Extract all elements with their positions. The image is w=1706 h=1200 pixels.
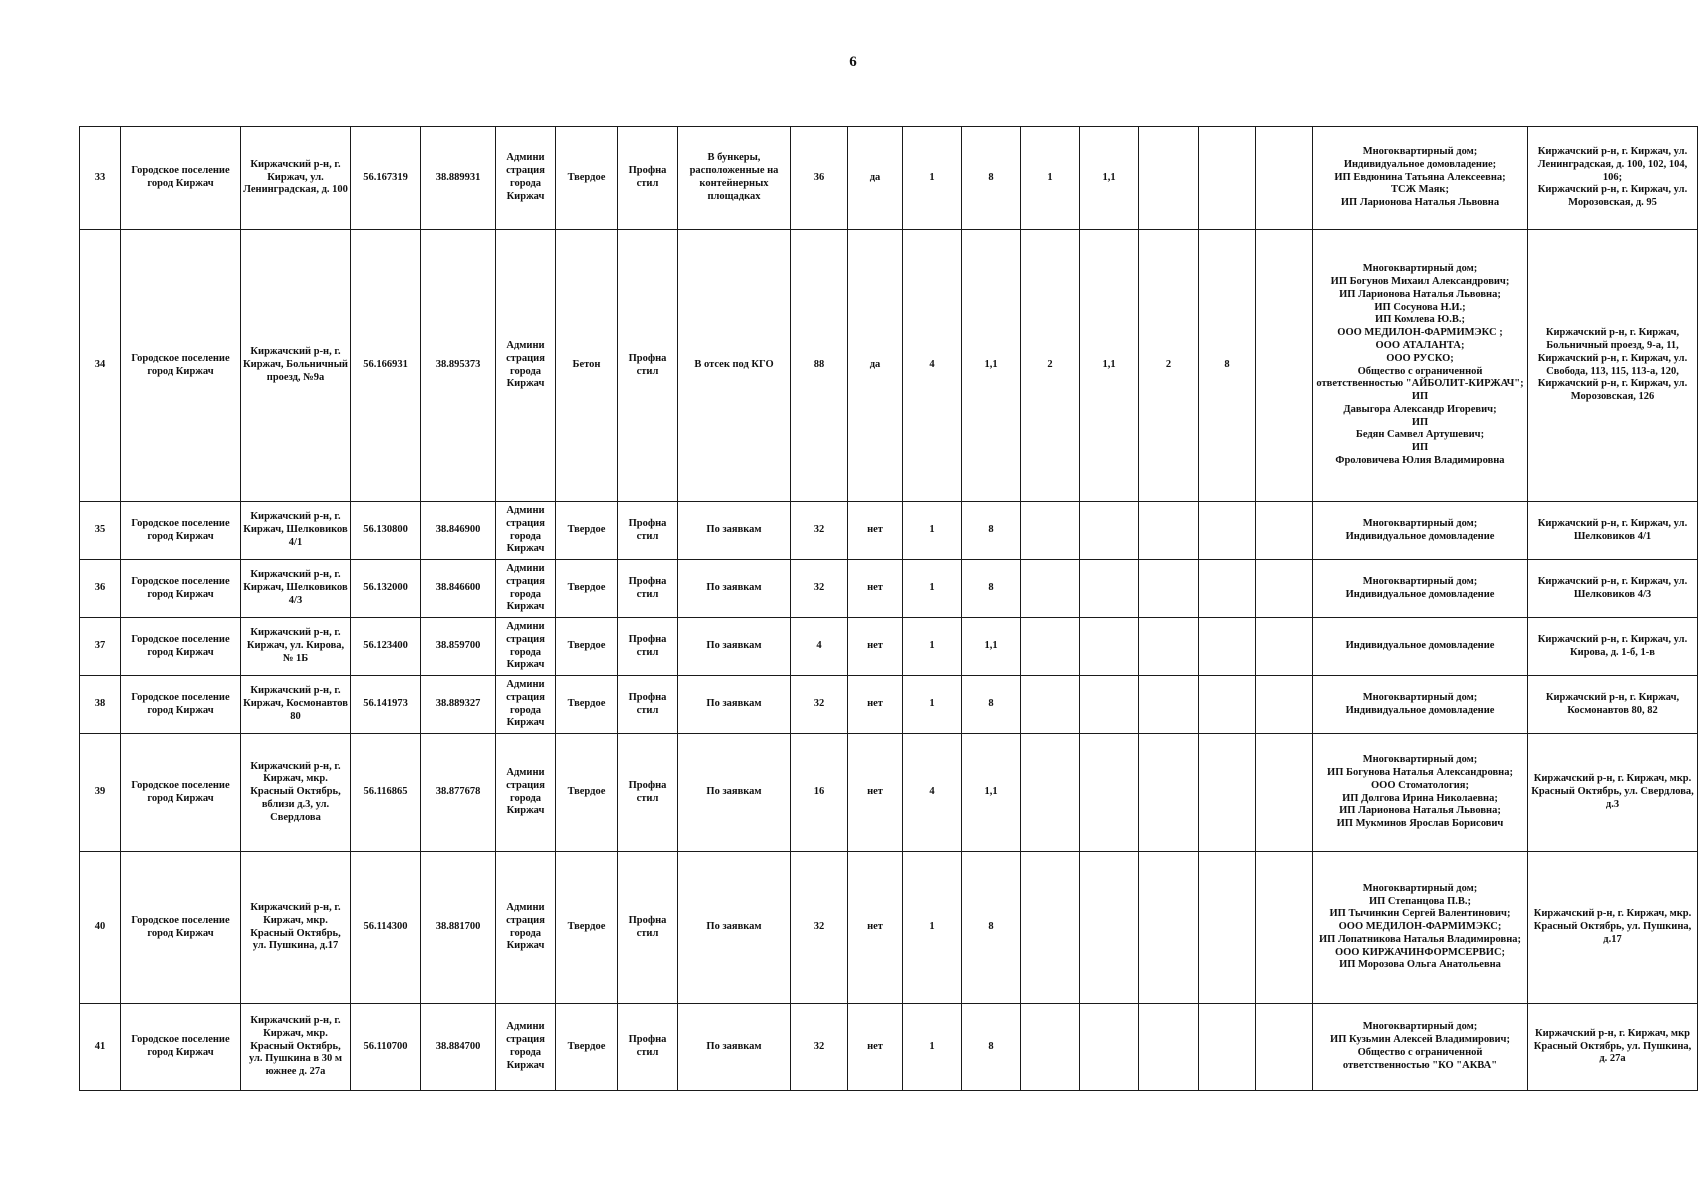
- table-row: [80, 502, 1698, 560]
- containers-3-volume: [1199, 852, 1256, 1004]
- table-row: [80, 127, 1698, 230]
- site-area: 4: [791, 618, 848, 676]
- surface-type: Твердое: [556, 734, 618, 852]
- served-addresses: Киржачский р-н, г. Киржач, ул. Шелковиков 4/1: [1528, 502, 1698, 560]
- owner-name: Админи страция города Киржач: [496, 676, 556, 734]
- owner-name: Админи страция города Киржач: [496, 127, 556, 230]
- site-area: 32: [791, 560, 848, 618]
- containers-2-volume: [1080, 734, 1139, 852]
- location-address: Киржачский р-н, г. Киржач, Космонавтов 80: [241, 676, 351, 734]
- longitude: 38.881700: [421, 852, 496, 1004]
- surface-type: Твердое: [556, 127, 618, 230]
- served-addresses: Киржачский р-н, г. Киржач, мкр. Красный Октябрь, ул. Пушкина, д.17: [1528, 852, 1698, 1004]
- empty-cell-a: [1256, 676, 1313, 734]
- bulky-waste-storage: По заявкам: [678, 852, 791, 1004]
- containers-3-volume: [1199, 734, 1256, 852]
- waste-sources: Многоквартирный дом; ИП Степанцова П.В.; ИП Тычинкин Сергей Валентинович; ООО МЕДИЛОН-ФАРМИМЭКС; ИП Лопатникова Наталья Владимировна; ООО КИРЖАЧИНФОРМСЕРВИС; ИП Морозова Ольга Анатольевна: [1313, 852, 1528, 1004]
- longitude: 38.859700: [421, 618, 496, 676]
- containers-2-count: [1021, 676, 1080, 734]
- surface-type: Твердое: [556, 1004, 618, 1091]
- row-number: 39: [80, 734, 121, 852]
- containers-1-volume: 8: [962, 127, 1021, 230]
- surface-type: Бетон: [556, 230, 618, 502]
- containers-1-count: 1: [903, 676, 962, 734]
- longitude: 38.895373: [421, 230, 496, 502]
- row-number: 34: [80, 230, 121, 502]
- containers-2-count: 1: [1021, 127, 1080, 230]
- row-number: 37: [80, 618, 121, 676]
- row-number: 41: [80, 1004, 121, 1091]
- containers-2-volume: [1080, 676, 1139, 734]
- settlement-name: Городское поселение город Киржач: [121, 618, 241, 676]
- waste-sources: Индивидуальное домовладение: [1313, 618, 1528, 676]
- empty-cell-a: [1256, 502, 1313, 560]
- containers-2-volume: [1080, 1004, 1139, 1091]
- served-addresses: Киржачский р-н, г. Киржач, ул. Шелковиков 4/3: [1528, 560, 1698, 618]
- containers-1-volume: 8: [962, 852, 1021, 1004]
- bulky-waste-storage: По заявкам: [678, 1004, 791, 1091]
- containers-1-volume: 1,1: [962, 734, 1021, 852]
- bulky-waste-storage: По заявкам: [678, 560, 791, 618]
- containers-1-count: 1: [903, 502, 962, 560]
- settlement-name: Городское поселение город Киржач: [121, 560, 241, 618]
- surface-type: Твердое: [556, 502, 618, 560]
- container-material: Профна стил: [618, 230, 678, 502]
- containers-1-count: 1: [903, 127, 962, 230]
- settlement-name: Городское поселение город Киржач: [121, 230, 241, 502]
- location-address: Киржачский р-н, г. Киржач, Больничный проезд, №9а: [241, 230, 351, 502]
- containers-1-count: 4: [903, 230, 962, 502]
- containers-2-count: [1021, 618, 1080, 676]
- fence-presence: нет: [848, 734, 903, 852]
- owner-name: Админи страция города Киржач: [496, 560, 556, 618]
- containers-3-volume: [1199, 676, 1256, 734]
- waste-sources: Многоквартирный дом; ИП Богунова Наталья Александровна; ООО Стоматология; ИП Долгова Ирина Николаевна; ИП Ларионова Наталья Львовна; ИП Мукминов Ярослав Борисович: [1313, 734, 1528, 852]
- containers-2-count: [1021, 734, 1080, 852]
- site-area: 32: [791, 1004, 848, 1091]
- containers-2-volume: [1080, 852, 1139, 1004]
- waste-sources: Многоквартирный дом; Индивидуальное домовладение: [1313, 676, 1528, 734]
- fence-presence: да: [848, 230, 903, 502]
- containers-3-volume: 8: [1199, 230, 1256, 502]
- row-number: 36: [80, 560, 121, 618]
- bulky-waste-storage: По заявкам: [678, 502, 791, 560]
- location-address: Киржачский р-н, г. Киржач, ул. Ленинградская, д. 100: [241, 127, 351, 230]
- served-addresses: Киржачский р-н, г. Киржач, Больничный проезд, 9-а, 11, Киржачский р-н, г. Киржач, ул. Свобода, 113, 115, 113-а, 120, Киржачский р-н, г. Киржач, ул. Морозовская, 126: [1528, 230, 1698, 502]
- empty-cell-a: [1256, 618, 1313, 676]
- row-number: 33: [80, 127, 121, 230]
- longitude: 38.889931: [421, 127, 496, 230]
- latitude: 56.132000: [351, 560, 421, 618]
- empty-cell-a: [1256, 230, 1313, 502]
- owner-name: Админи страция города Киржач: [496, 852, 556, 1004]
- containers-1-count: 1: [903, 1004, 962, 1091]
- container-material: Профна стил: [618, 1004, 678, 1091]
- served-addresses: Киржачский р-н, г. Киржач, мкр. Красный Октябрь, ул. Свердлова, д.3: [1528, 734, 1698, 852]
- bulky-waste-storage: В отсек под КГО: [678, 230, 791, 502]
- latitude: 56.130800: [351, 502, 421, 560]
- containers-1-volume: 1,1: [962, 230, 1021, 502]
- owner-name: Админи страция города Киржач: [496, 734, 556, 852]
- empty-cell-a: [1256, 852, 1313, 1004]
- settlement-name: Городское поселение город Киржач: [121, 676, 241, 734]
- longitude: 38.877678: [421, 734, 496, 852]
- table-row: [80, 618, 1698, 676]
- surface-type: Твердое: [556, 618, 618, 676]
- owner-name: Админи страция города Киржач: [496, 1004, 556, 1091]
- containers-3-count: [1139, 127, 1199, 230]
- waste-sources: Многоквартирный дом; Индивидуальное домовладение: [1313, 502, 1528, 560]
- longitude: 38.846600: [421, 560, 496, 618]
- settlement-name: Городское поселение город Киржач: [121, 127, 241, 230]
- container-material: Профна стил: [618, 502, 678, 560]
- containers-3-volume: [1199, 502, 1256, 560]
- container-material: Профна стил: [618, 618, 678, 676]
- containers-1-count: 1: [903, 560, 962, 618]
- longitude: 38.846900: [421, 502, 496, 560]
- site-area: 16: [791, 734, 848, 852]
- containers-3-volume: [1199, 618, 1256, 676]
- containers-1-volume: 8: [962, 1004, 1021, 1091]
- container-material: Профна стил: [618, 676, 678, 734]
- served-addresses: Киржачский р-н, г. Киржач, ул. Кирова, д. 1-б, 1-в: [1528, 618, 1698, 676]
- owner-name: Админи страция города Киржач: [496, 618, 556, 676]
- settlement-name: Городское поселение город Киржач: [121, 852, 241, 1004]
- fence-presence: нет: [848, 560, 903, 618]
- waste-sources: Многоквартирный дом; ИП Кузьмин Алексей Владимирович; Общество с ограниченной ответственностью "КО "АКВА": [1313, 1004, 1528, 1091]
- containers-3-count: [1139, 560, 1199, 618]
- fence-presence: нет: [848, 502, 903, 560]
- settlement-name: Городское поселение город Киржач: [121, 1004, 241, 1091]
- containers-3-count: 2: [1139, 230, 1199, 502]
- served-addresses: Киржачский р-н, г. Киржач, Космонавтов 80, 82: [1528, 676, 1698, 734]
- containers-2-count: [1021, 560, 1080, 618]
- empty-cell-a: [1256, 127, 1313, 230]
- containers-2-count: 2: [1021, 230, 1080, 502]
- containers-2-volume: [1080, 618, 1139, 676]
- empty-cell-a: [1256, 1004, 1313, 1091]
- containers-1-volume: 1,1: [962, 618, 1021, 676]
- containers-1-count: 4: [903, 734, 962, 852]
- containers-2-volume: [1080, 502, 1139, 560]
- latitude: 56.114300: [351, 852, 421, 1004]
- row-number: 38: [80, 676, 121, 734]
- containers-1-volume: 8: [962, 676, 1021, 734]
- container-material: Профна стил: [618, 734, 678, 852]
- location-address: Киржачский р-н, г. Киржач, Шелковиков 4/1: [241, 502, 351, 560]
- fence-presence: нет: [848, 676, 903, 734]
- location-address: Киржачский р-н, г. Киржач, ул. Кирова, № 1Б: [241, 618, 351, 676]
- containers-3-count: [1139, 502, 1199, 560]
- containers-1-volume: 8: [962, 560, 1021, 618]
- containers-2-volume: 1,1: [1080, 127, 1139, 230]
- page-number: 6: [849, 54, 857, 70]
- empty-cell-a: [1256, 734, 1313, 852]
- owner-name: Админи страция города Киржач: [496, 230, 556, 502]
- containers-1-volume: 8: [962, 502, 1021, 560]
- container-material: Профна стил: [618, 852, 678, 1004]
- location-address: Киржачский р-н, г. Киржач, мкр. Красный Октябрь, ул. Пушкина в 30 м южнее д. 27а: [241, 1004, 351, 1091]
- containers-2-volume: 1,1: [1080, 230, 1139, 502]
- surface-type: Твердое: [556, 852, 618, 1004]
- containers-1-count: 1: [903, 618, 962, 676]
- waste-sources: Многоквартирный дом; Индивидуальное домовладение: [1313, 560, 1528, 618]
- fence-presence: нет: [848, 618, 903, 676]
- longitude: 38.884700: [421, 1004, 496, 1091]
- bulky-waste-storage: По заявкам: [678, 734, 791, 852]
- served-addresses: Киржачский р-н, г. Киржач, ул. Ленинградская, д. 100, 102, 104, 106; Киржачский р-н, г. Киржач, ул. Морозовская, д. 95: [1528, 127, 1698, 230]
- surface-type: Твердое: [556, 676, 618, 734]
- latitude: 56.167319: [351, 127, 421, 230]
- latitude: 56.141973: [351, 676, 421, 734]
- containers-3-count: [1139, 618, 1199, 676]
- containers-2-count: [1021, 852, 1080, 1004]
- table-row: [80, 1004, 1698, 1091]
- table-row: [80, 734, 1698, 852]
- location-address: Киржачский р-н, г. Киржач, мкр. Красный Октябрь, вблизи д.3, ул. Свердлова: [241, 734, 351, 852]
- longitude: 38.889327: [421, 676, 496, 734]
- site-area: 32: [791, 676, 848, 734]
- fence-presence: да: [848, 127, 903, 230]
- waste-sources: Многоквартирный дом; ИП Богунов Михаил Александрович; ИП Ларионова Наталья Львовна; ИП Сосунова Н.И.; ИП Комлева Ю.В.; ООО МЕДИЛОН-ФАРМИМЭКС ; ООО АТАЛАНТА; ООО РУСКО; Общество с ограниченной ответственностью "АЙБОЛИТ-КИРЖАЧ"; ИП Давыгора Александр Игоревич; ИП Бедян Самвел Артушевич; ИП Фроловичева Юлия Владимировна: [1313, 230, 1528, 502]
- empty-cell-a: [1256, 560, 1313, 618]
- fence-presence: нет: [848, 1004, 903, 1091]
- table-row: [80, 852, 1698, 1004]
- bulky-waste-storage: По заявкам: [678, 676, 791, 734]
- containers-3-volume: [1199, 127, 1256, 230]
- registry-table: [79, 126, 1698, 1091]
- location-address: Киржачский р-н, г. Киржач, мкр. Красный Октябрь, ул. Пушкина, д.17: [241, 852, 351, 1004]
- site-area: 32: [791, 852, 848, 1004]
- table-row: [80, 676, 1698, 734]
- containers-2-count: [1021, 502, 1080, 560]
- table-row: [80, 230, 1698, 502]
- location-address: Киржачский р-н, г. Киржач, Шелковиков 4/3: [241, 560, 351, 618]
- fence-presence: нет: [848, 852, 903, 1004]
- surface-type: Твердое: [556, 560, 618, 618]
- bulky-waste-storage: По заявкам: [678, 618, 791, 676]
- latitude: 56.166931: [351, 230, 421, 502]
- latitude: 56.110700: [351, 1004, 421, 1091]
- row-number: 40: [80, 852, 121, 1004]
- latitude: 56.116865: [351, 734, 421, 852]
- containers-2-count: [1021, 1004, 1080, 1091]
- containers-3-count: [1139, 676, 1199, 734]
- containers-3-volume: [1199, 1004, 1256, 1091]
- container-material: Профна стил: [618, 560, 678, 618]
- site-area: 88: [791, 230, 848, 502]
- settlement-name: Городское поселение город Киржач: [121, 734, 241, 852]
- containers-1-count: 1: [903, 852, 962, 1004]
- containers-3-count: [1139, 734, 1199, 852]
- served-addresses: Киржачский р-н, г. Киржач, мкр Красный Октябрь, ул. Пушкина, д. 27а: [1528, 1004, 1698, 1091]
- waste-sources: Многоквартирный дом; Индивидуальное домовладение; ИП Евдюнина Татьяна Алексеевна; ТСЖ Маяк; ИП Ларионова Наталья Львовна: [1313, 127, 1528, 230]
- container-material: Профна стил: [618, 127, 678, 230]
- settlement-name: Городское поселение город Киржач: [121, 502, 241, 560]
- containers-3-count: [1139, 1004, 1199, 1091]
- site-area: 36: [791, 127, 848, 230]
- row-number: 35: [80, 502, 121, 560]
- containers-3-volume: [1199, 560, 1256, 618]
- bulky-waste-storage: В бункеры, расположенные на контейнерных площадках: [678, 127, 791, 230]
- table-row: [80, 560, 1698, 618]
- containers-3-count: [1139, 852, 1199, 1004]
- site-area: 32: [791, 502, 848, 560]
- owner-name: Админи страция города Киржач: [496, 502, 556, 560]
- latitude: 56.123400: [351, 618, 421, 676]
- containers-2-volume: [1080, 560, 1139, 618]
